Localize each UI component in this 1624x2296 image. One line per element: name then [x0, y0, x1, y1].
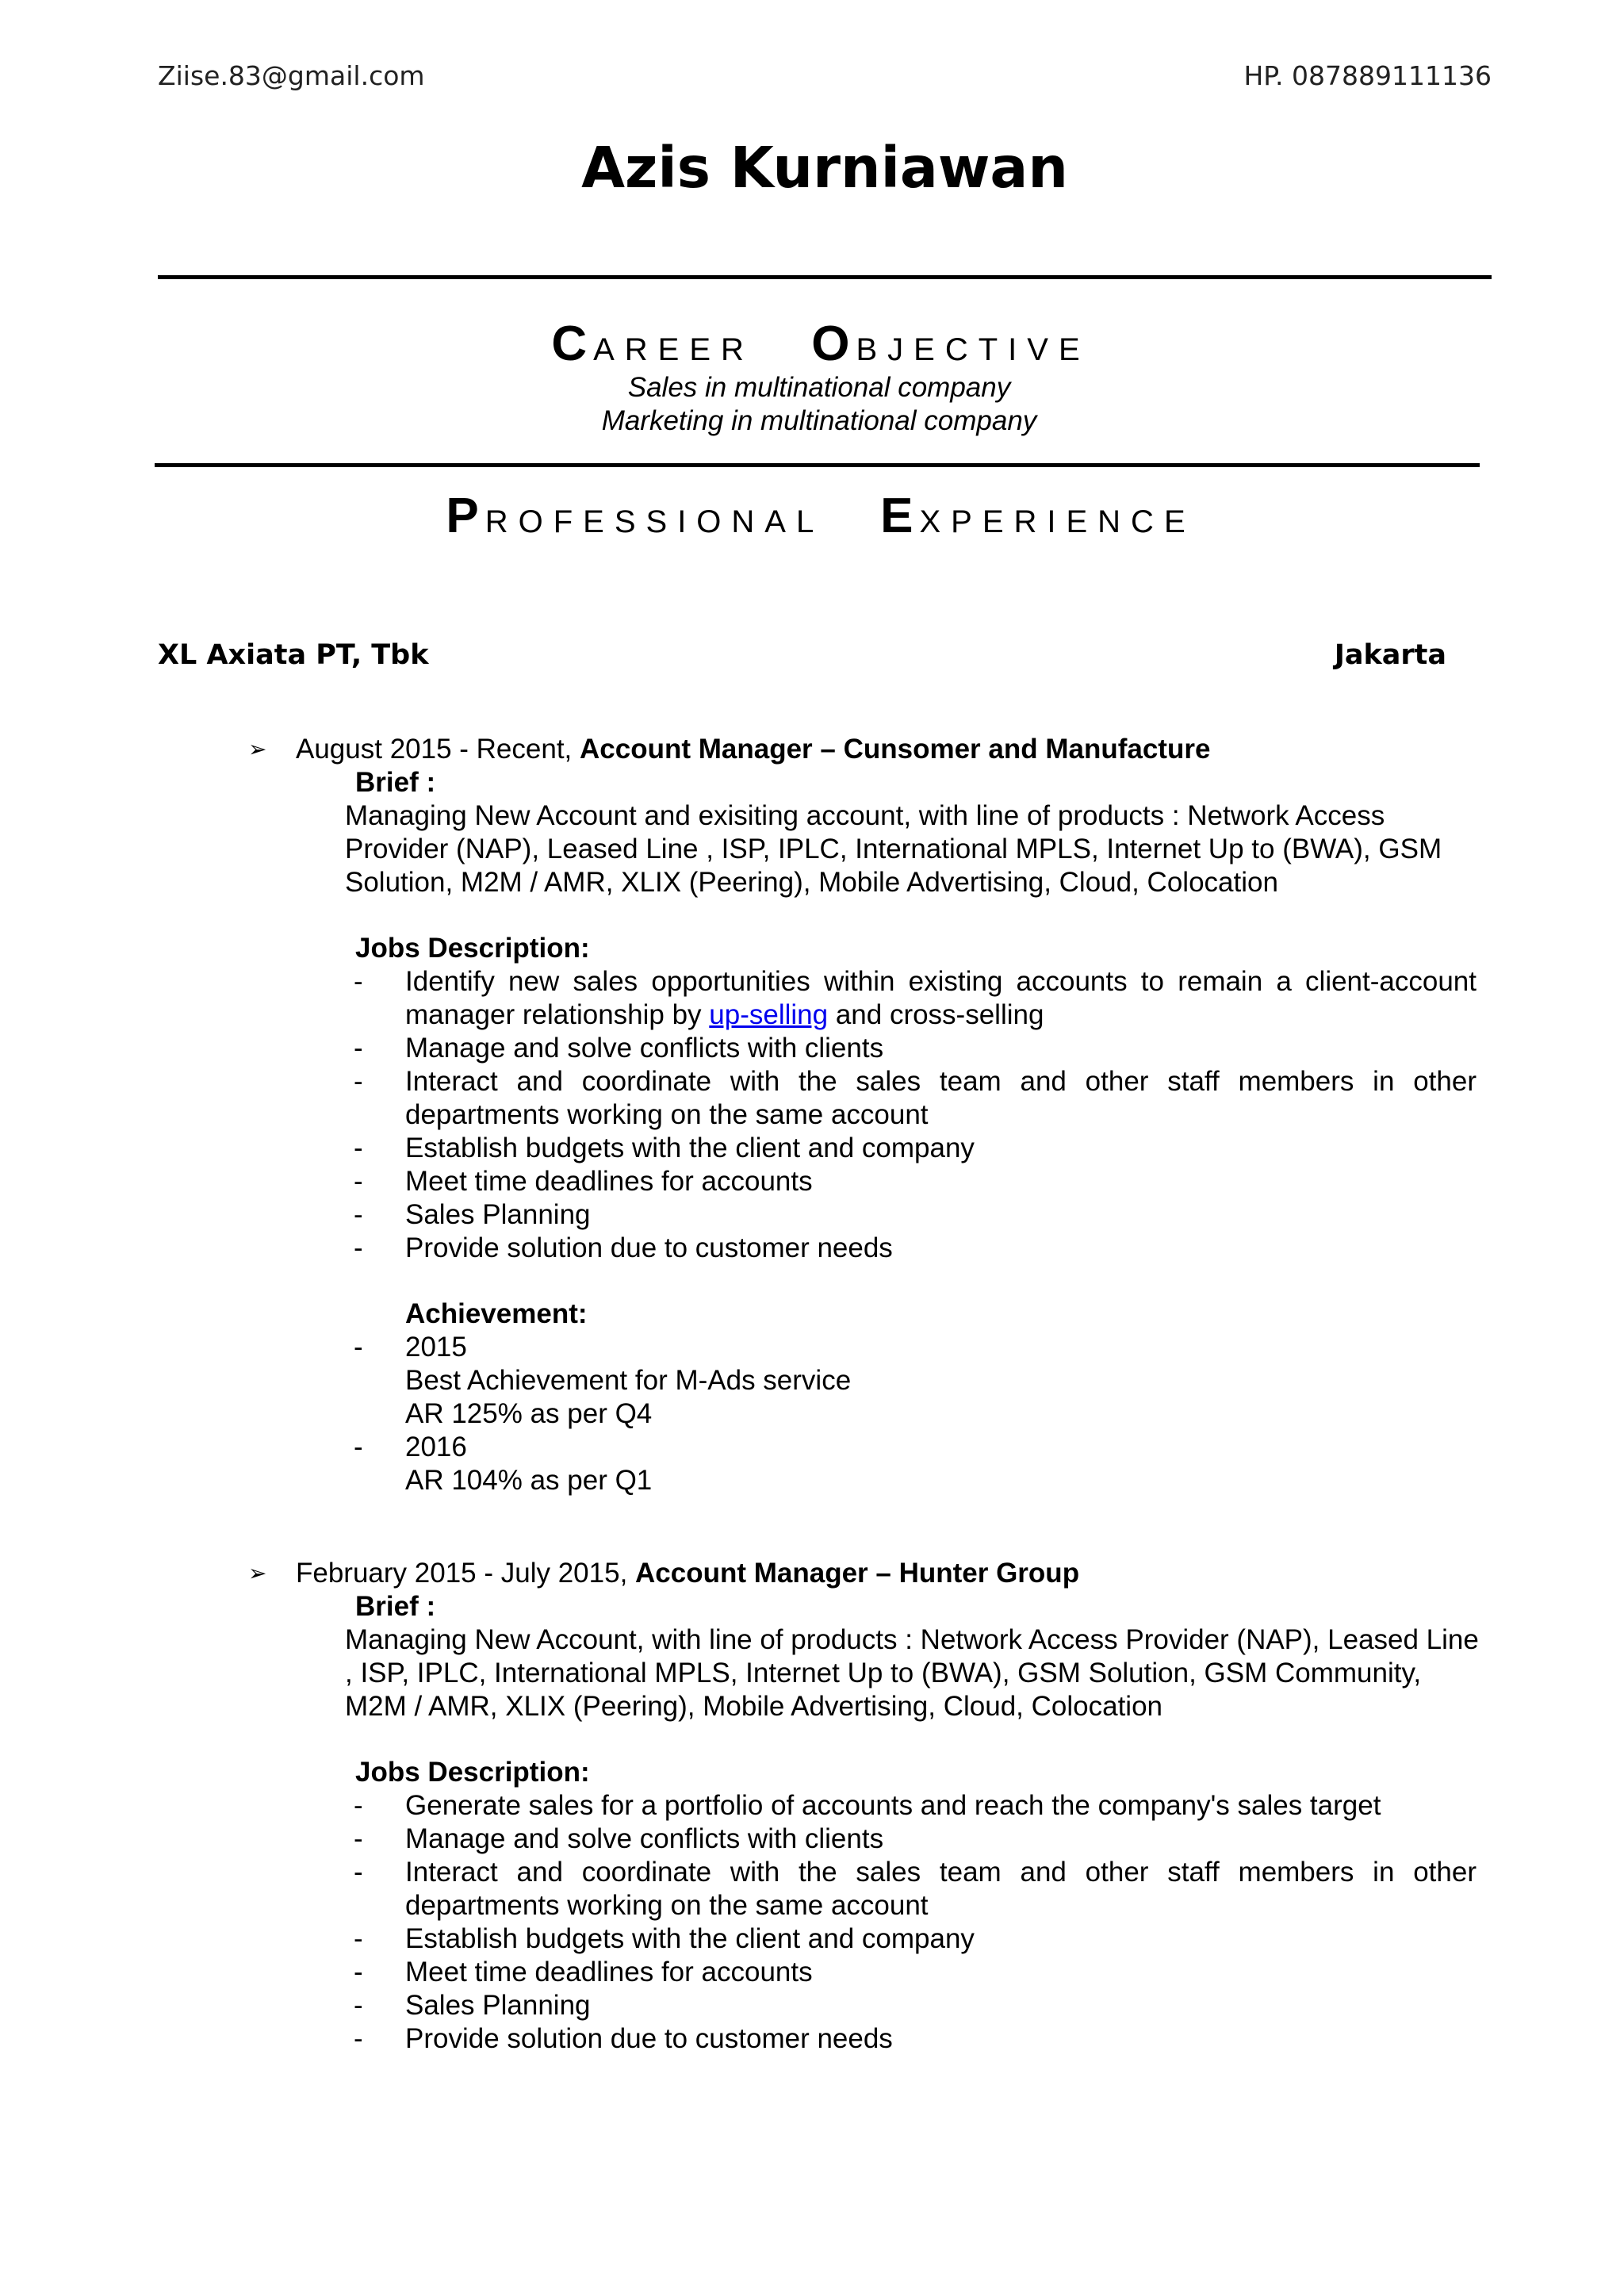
achievement-detail: AR 104% as per Q1 [405, 1465, 653, 1496]
arrow-bullet-icon: ➢ [248, 737, 267, 761]
role-heading [296, 1557, 1079, 1590]
achievement-detail: Best Achievement for M-Ads service [405, 1365, 852, 1396]
divider-middle [155, 463, 1480, 467]
list-item [354, 1922, 1477, 1956]
list-item-text: Generate sales for a portfolio of accounts and reach the company's sales target [405, 1790, 1381, 1821]
brief-label: Brief : [355, 767, 436, 798]
dash-bullet: - [354, 1923, 363, 1954]
dash-bullet: - [354, 2023, 363, 2054]
brief-text: Managing New Account and exisiting account, with line of products : Network Access Provider (NAP), Leased Line , ISP, IPLC, International MPLS, Internet Up to (BWA), GSM Solution, M2M / AMR, XLIX (Peering), Mobile Advertising, Cloud, Colocation [345, 800, 1442, 898]
list-item [354, 1823, 1477, 1856]
title-rest: BJECTIVE [856, 332, 1090, 367]
dash-bullet: - [354, 1066, 363, 1097]
list-item-text: Interact and coordinate with the sales team and other staff members in other departments working on the same account [405, 1857, 1477, 1921]
title-rest: AREER [593, 332, 754, 367]
dash-bullet: - [354, 1823, 363, 1854]
list-item [354, 1198, 1477, 1232]
role-position: Account Manager – Cunsomer and Manufacture [580, 734, 1211, 765]
divider-top [158, 275, 1492, 279]
dash-bullet: - [354, 1166, 363, 1197]
list-item [354, 1032, 1477, 1065]
list-item [354, 1989, 1477, 2022]
achievement-label: Achievement: [405, 1298, 588, 1329]
title-cap: O [811, 316, 856, 371]
dash-bullet: - [354, 1199, 363, 1230]
list-item-text: Provide solution due to customer needs [405, 1232, 893, 1263]
achievement-year: 2015 [405, 1332, 467, 1363]
list-item [354, 1856, 1477, 1922]
company-name: XL Axiata PT, Tbk [158, 639, 429, 671]
title-cap: E [880, 489, 920, 543]
list-item-text: Sales Planning [405, 1199, 591, 1230]
list-item [354, 1956, 1477, 1989]
role-period: February 2015 - July 2015, [296, 1558, 636, 1589]
list-item [354, 1065, 1477, 1132]
list-item-text: Establish budgets with the client and company [405, 1923, 975, 1954]
jobs-description-label: Jobs Description: [355, 1757, 590, 1788]
list-item-text: Manage and solve conflicts with clients [405, 1823, 884, 1854]
dash-bullet: - [354, 1790, 363, 1821]
list-item [354, 1132, 1477, 1165]
list-item-text: Meet time deadlines for accounts [405, 1166, 813, 1197]
dash-bullet: - [354, 1857, 363, 1888]
title-rest: ROFESSIONAL [485, 504, 823, 539]
up-selling-link[interactable]: up-selling [709, 999, 829, 1030]
dash-bullet: - [354, 1133, 363, 1163]
list-item [354, 1165, 1477, 1198]
list-item-text: Interact and coordinate with the sales team and other staff members in other departments working on the same account [405, 1066, 1477, 1130]
list-item-text: and cross-selling [828, 999, 1044, 1030]
list-item [354, 1789, 1477, 1823]
company-location: Jakarta [1334, 639, 1446, 671]
list-item [354, 1431, 1477, 1497]
email-address: Ziise.83@gmail.com [158, 60, 425, 91]
dash-bullet: - [354, 966, 363, 997]
role-position: Account Manager – Hunter Group [635, 1558, 1080, 1589]
jobs-description-label: Jobs Description: [355, 933, 590, 964]
list-item-text: Establish budgets with the client and company [405, 1133, 975, 1163]
title-cap: C [551, 316, 594, 371]
dash-bullet: - [354, 1232, 363, 1263]
section-title-professional-experience [0, 488, 1624, 544]
list-item-text: Meet time deadlines for accounts [405, 1957, 813, 1987]
role-heading [296, 733, 1210, 766]
list-item-text: Manage and solve conflicts with clients [405, 1033, 884, 1064]
list-item [354, 1331, 1477, 1431]
list-item [354, 1232, 1477, 1265]
list-item-text: Provide solution due to customer needs [405, 2023, 893, 2054]
role-period: August 2015 - Recent, [296, 734, 580, 765]
list-item-text: Sales Planning [405, 1990, 591, 2021]
achievement-detail: AR 125% as per Q4 [405, 1398, 653, 1429]
list-item-text: Identify new sales opportunities within existing accounts to remain a client-account manager relationship by [405, 966, 1477, 1030]
brief-text: Managing New Account, with line of products : Network Access Provider (NAP), Leased Line , ISP, IPLC, International MPLS, Internet Up to (BWA), GSM Solution, GSM Community, M2M / AMR, XLIX (Peering), Mobile Advertising, Cloud, Colocation [345, 1624, 1479, 1722]
list-item [354, 2022, 1477, 2056]
dash-bullet: - [354, 1432, 363, 1462]
phone-number: HP. 087889111136 [1243, 60, 1492, 91]
jobs-list [354, 965, 1477, 1265]
dash-bullet: - [354, 1957, 363, 1987]
objective-line: Marketing in multinational company [601, 405, 1037, 436]
brief-label: Brief : [355, 1591, 436, 1622]
list-item [354, 965, 1477, 1032]
title-rest: XPERIENCE [919, 504, 1196, 539]
objective-line: Sales in multinational company [627, 372, 1011, 403]
achievement-year: 2016 [405, 1432, 467, 1462]
dash-bullet: - [354, 1990, 363, 2021]
dash-bullet: - [354, 1332, 363, 1363]
title-cap: P [446, 489, 485, 543]
jobs-list [354, 1789, 1477, 2056]
section-title-career-objective [0, 316, 1624, 372]
dash-bullet: - [354, 1033, 363, 1064]
achievement-list [354, 1331, 1477, 1497]
candidate-name: Azis Kurniawan [581, 135, 1068, 201]
arrow-bullet-icon: ➢ [248, 1561, 267, 1585]
